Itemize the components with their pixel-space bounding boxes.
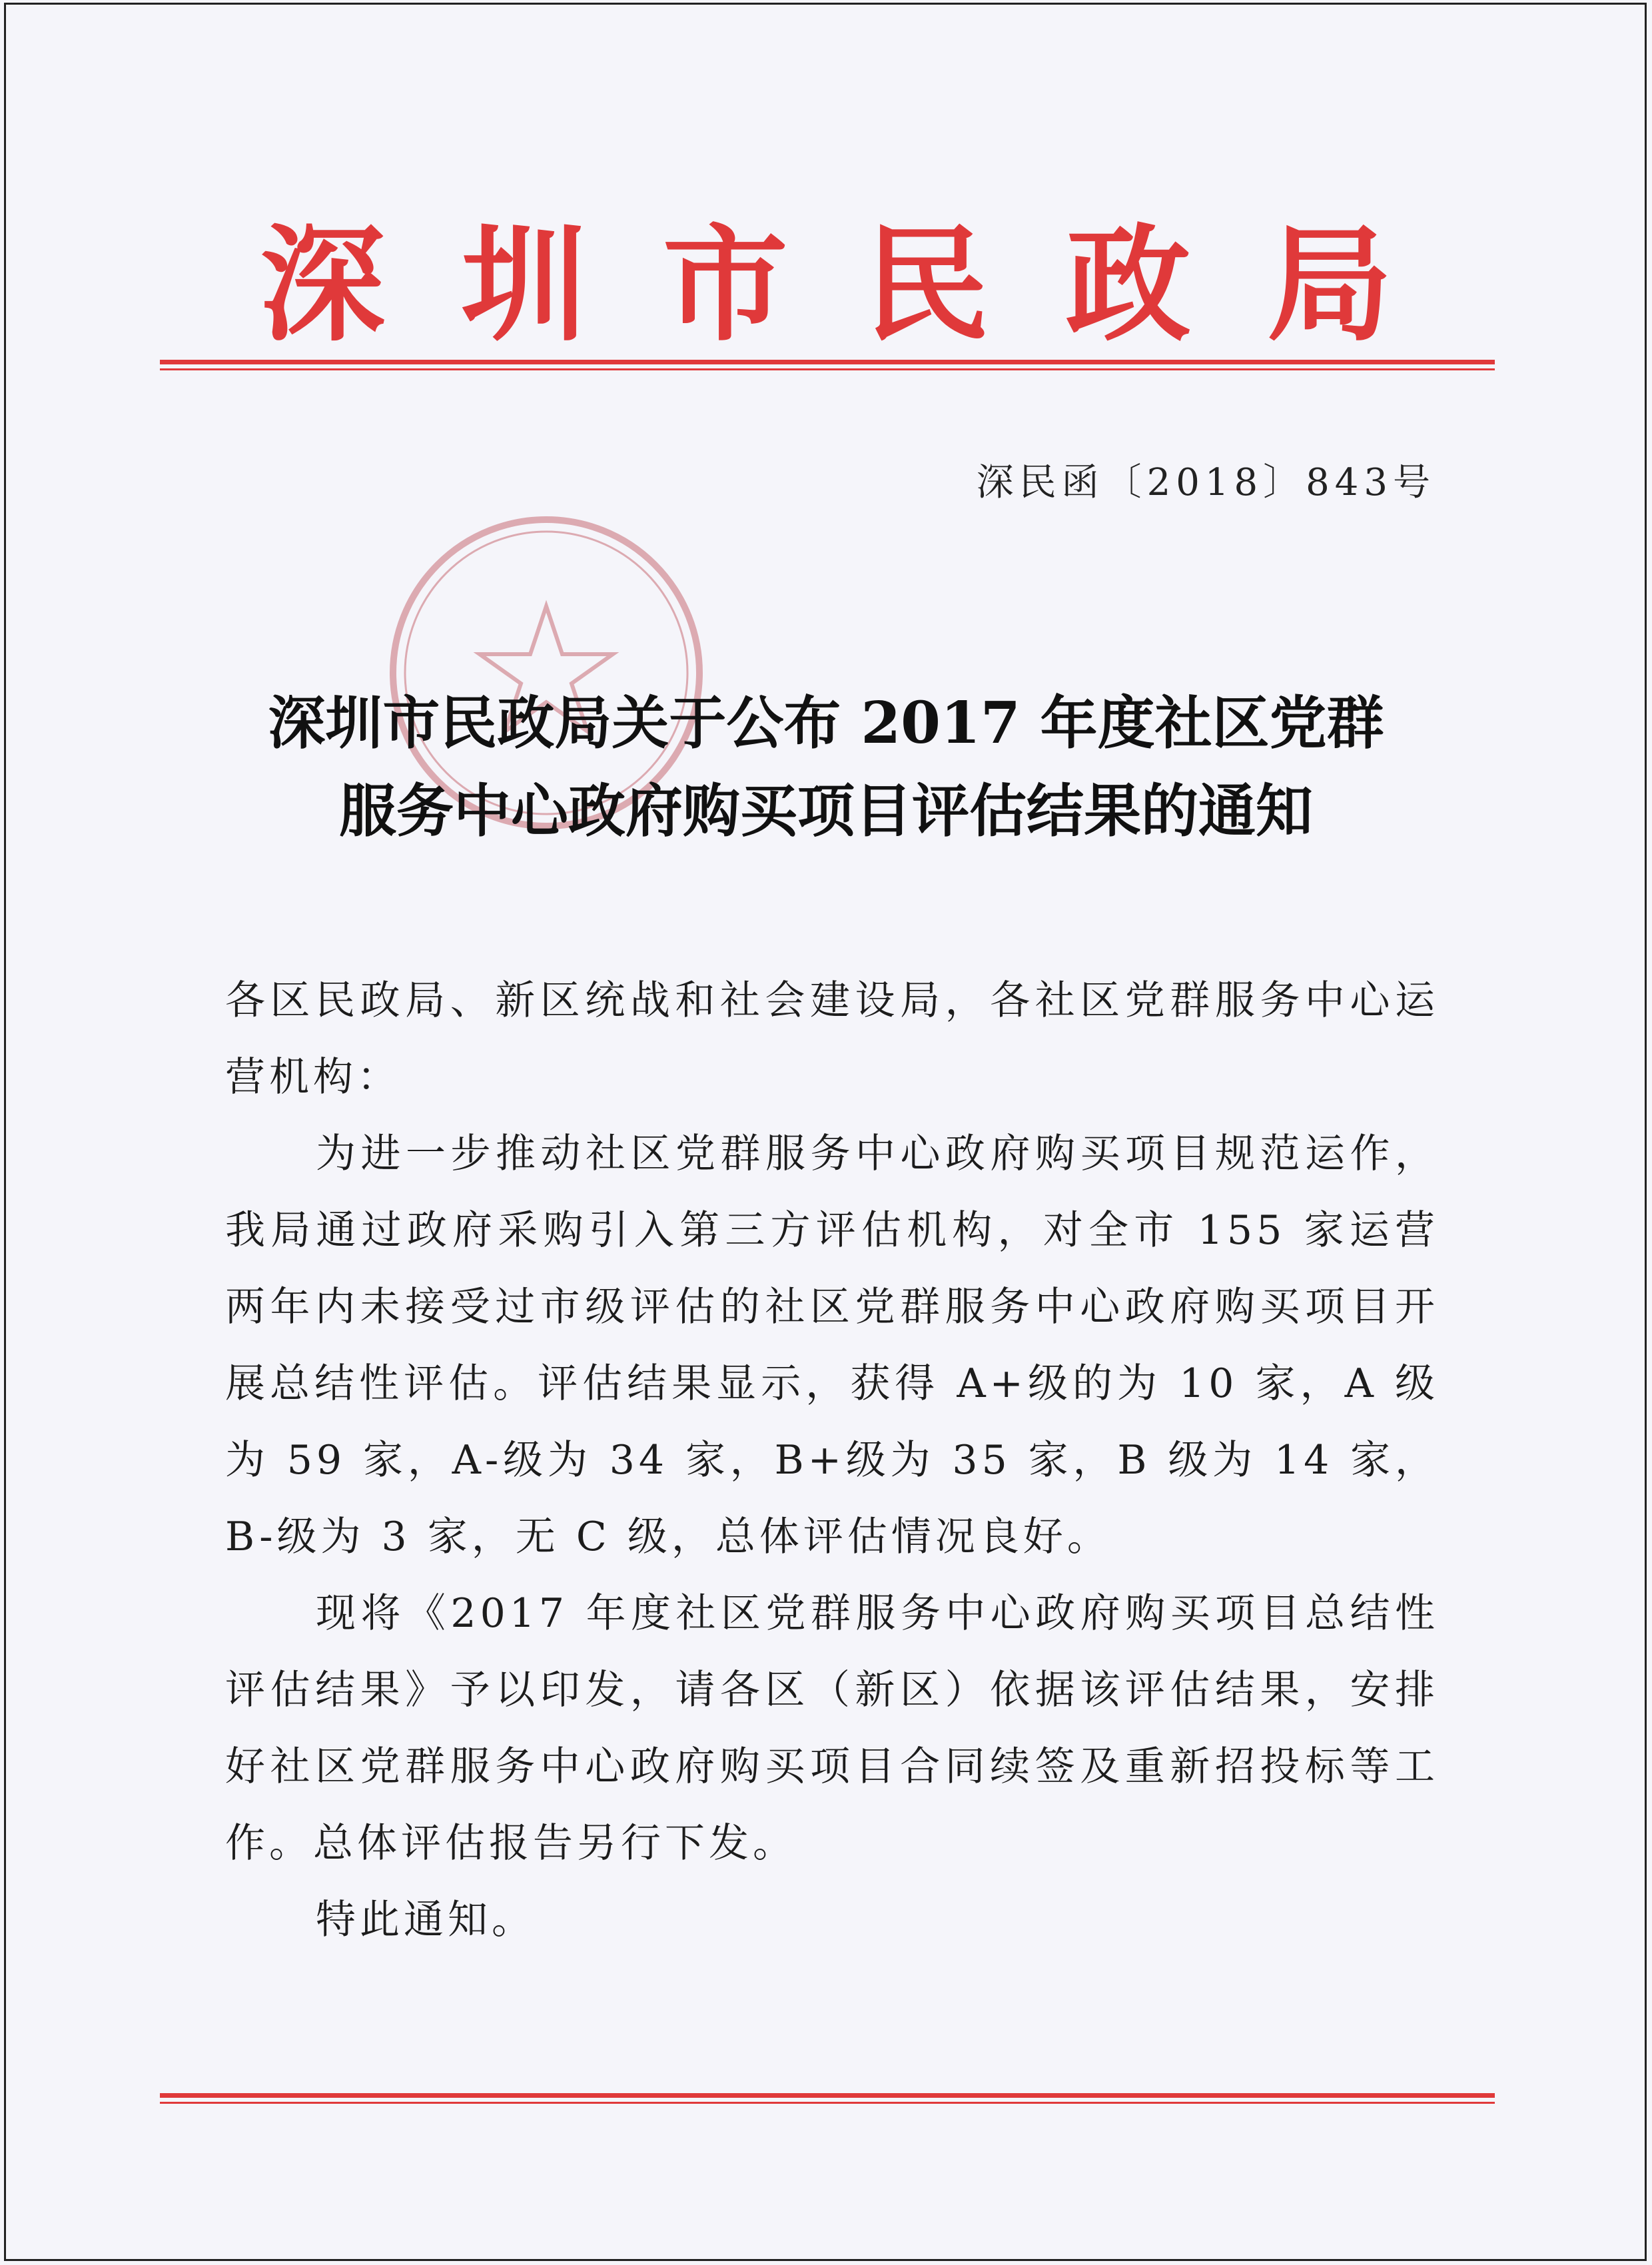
document-number: 深民函〔2018〕843号	[976, 461, 1436, 504]
header-char: 民	[864, 211, 990, 358]
salutation: 各区民政局、新区统战和社会建设局，各社区党群服务中心运营机构：	[225, 977, 1439, 1101]
issuing-authority-header	[160, 212, 1492, 358]
title-line-2: 服务中心政府购买项目评估结果的通知	[339, 777, 1313, 845]
body-paragraph-2: 现将《2017 年度社区党群服务中心政府购买项目总结性评估结果》予以印发，请各区（新区）依据该评估结果，安排好社区党群服务中心政府购买项目合同续签及重新招投标等工作。总体评估报告另行下发。	[225, 1590, 1439, 1867]
header-char: 市	[662, 211, 788, 358]
footer-rule-thin	[160, 2102, 1495, 2104]
header-char: 深	[260, 211, 385, 358]
header-char: 圳	[461, 211, 587, 358]
header-rule-thick	[160, 360, 1495, 364]
title-line-1: 深圳市民政局关于公布 2017 年度社区党群	[268, 689, 1384, 757]
footer-rule-thick	[160, 2093, 1495, 2098]
closing-line: 特此通知。	[316, 1897, 536, 1943]
body-paragraph-1: 为进一步推动社区党群服务中心政府购买项目规范运作，我局通过政府采购引入第三方评估机构，对全市 155 家运营两年内未接受过市级评估的社区党群服务中心政府购买项目开展总结性评估。评估结果显示，获得 A+级的为 10 家，A 级为 59 家，A-级为 34 家，B+级为 35 家，B 级为 14 家，B-级为 3 家，无 C 级，总体评估情况良好。	[225, 1131, 1439, 1560]
header-char: 局	[1266, 211, 1392, 358]
document-title	[200, 680, 1452, 855]
document-body	[225, 963, 1439, 1959]
header-char: 政	[1065, 211, 1191, 358]
header-rule-thin	[160, 368, 1495, 370]
